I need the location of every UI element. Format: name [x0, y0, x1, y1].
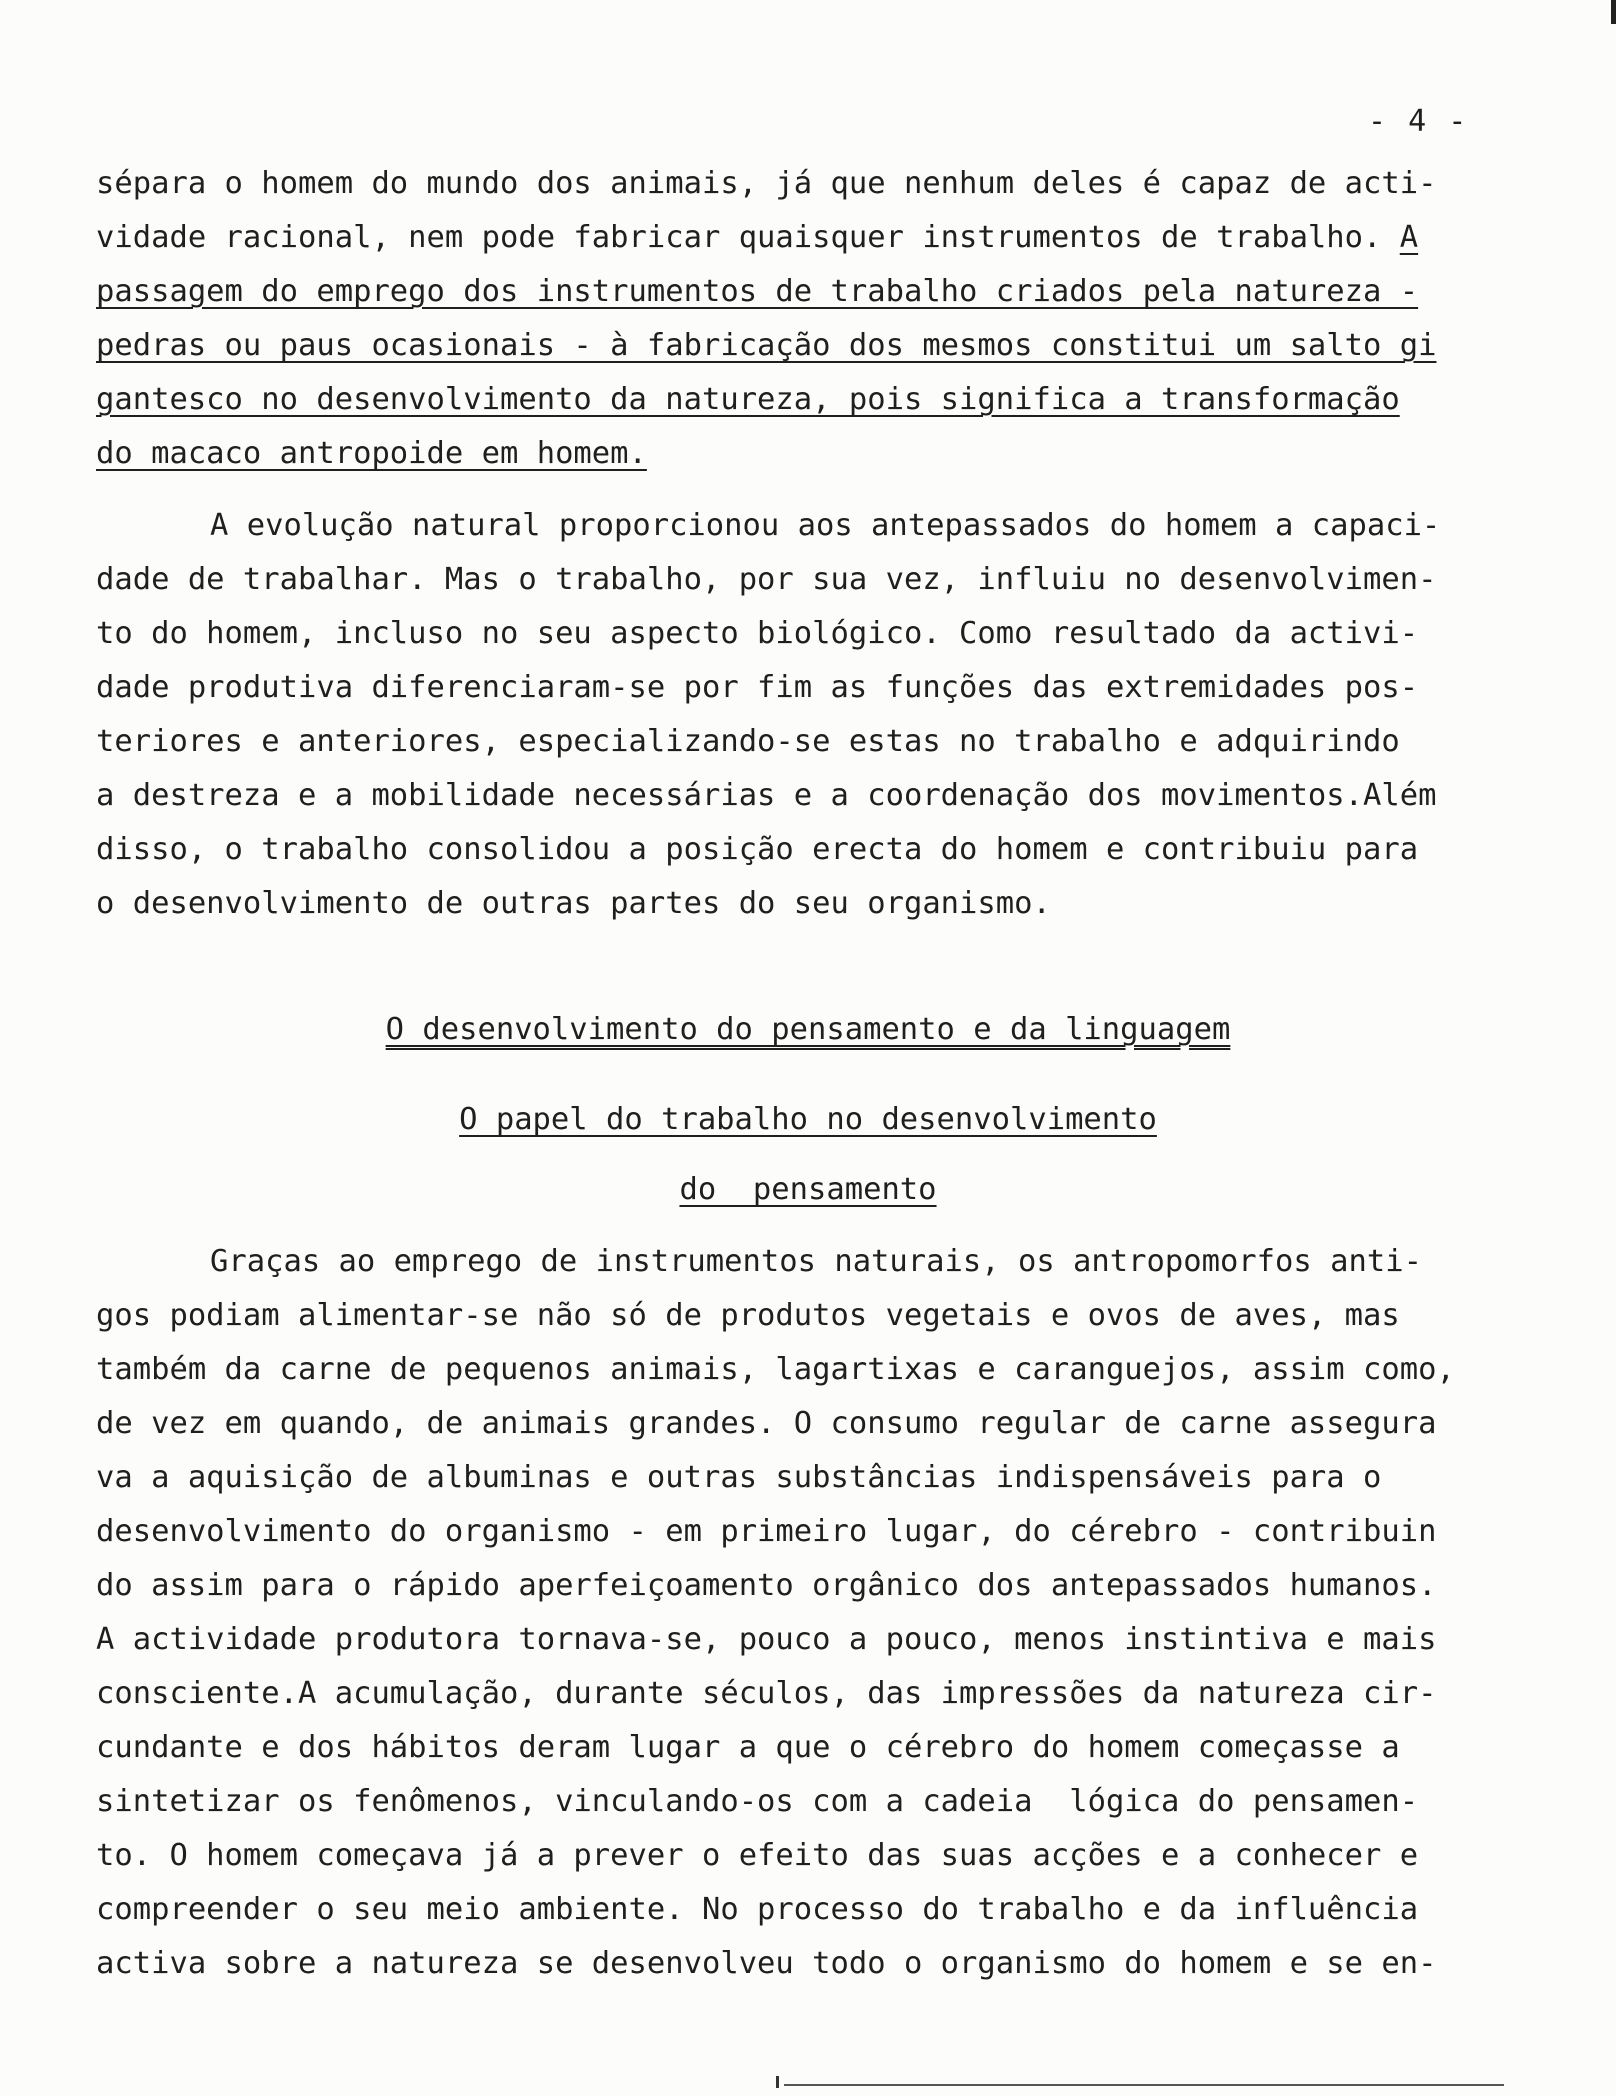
text-line: de vez em quando, de animais grandes. O consumo regular de carne assegura [96, 1406, 1437, 1441]
text-line: do assim para o rápido aperfeiçoamento orgânico dos antepassados humanos. [96, 1568, 1437, 1603]
text-line: também da carne de pequenos animais, lagartixas e caranguejos, assim como, [96, 1352, 1455, 1387]
text-line: to do homem, incluso no seu aspecto biológico. Como resultado da activi- [96, 616, 1419, 651]
underlined-line: pedras ou paus ocasionais - à fabricação dos mesmos constitui um salto gi [96, 328, 1437, 363]
section-title: O desenvolvimento do pensamento e da linguagem [385, 1012, 1231, 1047]
text-line: desenvolvimento do organismo - em primeiro lugar, do cérebro - contribuin [96, 1514, 1437, 1549]
text-line: disso, o trabalho consolidou a posição erecta do homem e contribuiu para [96, 832, 1419, 867]
text-line: sintetizar os fenômenos, vinculando-os com a cadeia lógica do pensamen- [96, 1784, 1419, 1819]
text-line: to. O homem começava já a prever o efeito das suas acções e a conhecer e [96, 1838, 1419, 1873]
text-line: activa sobre a natureza se desenvolveu todo o organismo do homem e se en- [96, 1946, 1437, 1981]
text-line: dade produtiva diferenciaram-se por fim as funções das extremidades pos- [96, 670, 1419, 705]
text-line: o desenvolvimento de outras partes do seu organismo. [96, 886, 1051, 921]
text-line: cundante e dos hábitos deram lugar a que o cérebro do homem começasse a [96, 1730, 1400, 1765]
underlined-line: passagem do emprego dos instrumentos de trabalho criados pela natureza - [96, 274, 1419, 309]
underlined-line: do macaco antropoide em homem. [96, 436, 647, 471]
text-line: gos podiam alimentar-se não só de produtos vegetais e ovos de aves, mas [96, 1298, 1400, 1333]
text-line: Graças ao emprego de instrumentos naturais, os antropomorfos anti- [210, 1244, 1422, 1279]
section-subtitle: O papel do trabalho no desenvolvimento [459, 1102, 1157, 1137]
text-line: dade de trabalhar. Mas o trabalho, por sua vez, influiu no desenvolvimen- [96, 562, 1437, 597]
text-line: sépara o homem do mundo dos animais, já que nenhum deles é capaz de acti- [96, 166, 1437, 201]
text-line [96, 220, 1530, 256]
text-line: compreender o seu meio ambiente. No processo do trabalho e da influência [96, 1892, 1419, 1927]
underlined-text: A [1399, 220, 1419, 255]
text-line: a destreza e a mobilidade necessárias e a coordenação dos movimentos.Além [96, 778, 1437, 813]
text-line: A evolução natural proporcionou aos antepassados do homem a capaci- [210, 508, 1441, 543]
scan-edge-mark [1611, 0, 1616, 24]
section-subtitle-continued: do pensamento [679, 1172, 937, 1207]
text-line: va a aquisição de albuminas e outras substâncias indispensáveis para o [96, 1460, 1382, 1495]
text-line: teriores e anteriores, especializando-se estas no trabalho e adquirindo [96, 724, 1400, 759]
underlined-line: gantesco no desenvolvimento da natureza, pois significa a transformação [96, 382, 1400, 417]
text-line: A actividade produtora tornava-se, pouco a pouco, menos instintiva e mais [96, 1622, 1437, 1657]
text-span: vidade racional, nem pode fabricar quaisquer instrumentos de trabalho. [96, 220, 1400, 255]
bottom-rule [784, 2084, 1504, 2086]
text-line: consciente.A acumulação, durante séculos, das impressões da natureza cir- [96, 1676, 1437, 1711]
scan-mark [776, 2076, 779, 2088]
page-number: - 4 - [1368, 104, 1469, 139]
